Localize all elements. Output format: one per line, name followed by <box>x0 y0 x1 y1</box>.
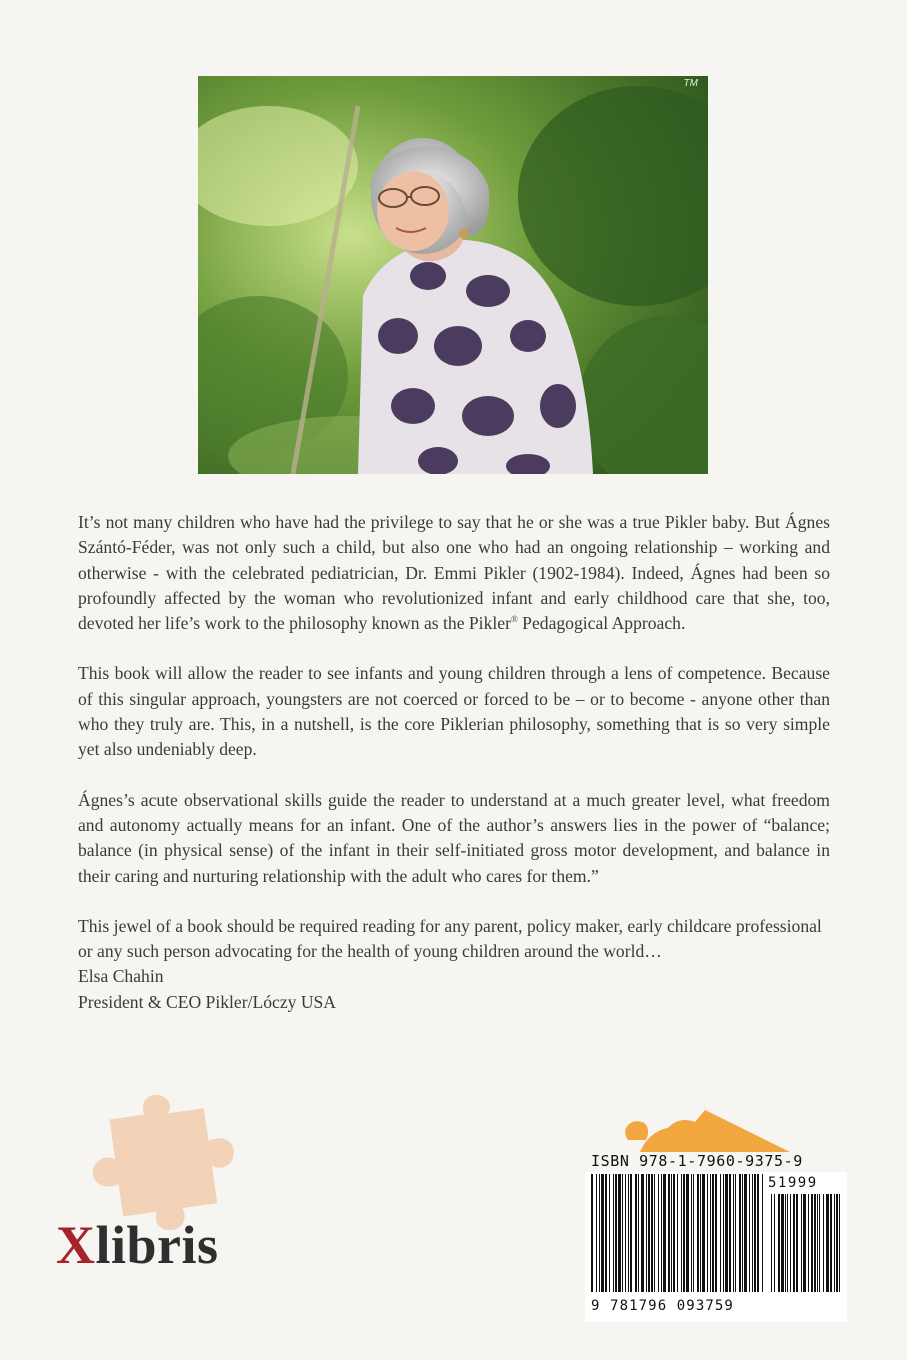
blurb-paragraph-4-text: This jewel of a book should be required reading for any parent, policy maker, early childcare professional or any such person advocating for the health of young children around the world… <box>78 915 822 962</box>
trademark-mark: TM <box>683 78 698 89</box>
barcode-bar <box>785 1194 786 1292</box>
barcode-bar <box>618 1174 621 1292</box>
barcode-bar <box>749 1174 750 1292</box>
barcode-bar <box>739 1174 741 1292</box>
barcode-bar <box>774 1194 775 1292</box>
barcode-bar <box>677 1174 678 1292</box>
barcode-bar <box>803 1194 806 1292</box>
barcode-bar <box>710 1174 711 1292</box>
barcode-bar <box>625 1174 626 1292</box>
barcode-bar <box>668 1174 670 1292</box>
barcode-bar <box>836 1194 838 1292</box>
barcode-bar <box>654 1174 655 1292</box>
barcode-bar <box>686 1174 689 1292</box>
barcode-bar <box>641 1174 644 1292</box>
barcode-bar <box>622 1174 623 1292</box>
barcode-bar <box>744 1174 747 1292</box>
isbn-digits: 9 781796 093759 <box>591 1298 734 1314</box>
barcode-bar <box>605 1174 607 1292</box>
barcode-bar <box>729 1174 731 1292</box>
publisher-name-rest: libris <box>95 1215 219 1275</box>
barcode-bar <box>811 1194 813 1292</box>
barcode-bar <box>790 1194 791 1292</box>
barcode-bar <box>613 1174 614 1292</box>
barcode-bar <box>661 1174 662 1292</box>
barcode-bar <box>693 1174 694 1292</box>
blurb-paragraph-1 <box>78 510 830 636</box>
barcode-bar <box>707 1174 708 1292</box>
barcode-bar <box>648 1174 650 1292</box>
barcode-bar <box>830 1194 832 1292</box>
barcode-bar <box>697 1174 699 1292</box>
barcode-bar <box>757 1174 759 1292</box>
blurb-paragraph-1-text: It’s not many children who have had the privilege to say that he or she was a true Pikler baby. But Ágnes Szántó-Féder, was not only such a child, but also one who had an ongoing relationship – working and otherwise - with the celebrated pediatrician, Dr. Emmi Pikler (1902-1984). Indeed, Ágnes had been so profoundly affected by the woman who revolutionized infant and early childhood care that she, too, devoted her life’s work to the philosophy known as the Pikler <box>78 512 830 634</box>
blurb-paragraph-2: This book will allow the reader to see infants and young children through a lens of competence. Because of this singular approach, youngsters are not coerced or forced to be – or to become - anyone other than who they truly are. This, in a nutshell, is the core Piklerian philosophy, something that is so very simple yet also undeniably deep. <box>78 663 830 760</box>
barcode-bar <box>723 1174 724 1292</box>
attribution-title: President & CEO Pikler/Lóczy USA <box>78 991 337 1012</box>
back-cover-blurb <box>78 510 830 1015</box>
mountain-logo-icon <box>590 1100 790 1155</box>
barcode-bar <box>793 1194 795 1292</box>
attribution-name: Elsa Chahin <box>78 966 164 987</box>
barcode-bar <box>683 1174 685 1292</box>
cover-photo <box>198 76 708 474</box>
barcode-bar <box>725 1174 728 1292</box>
barcode-bar <box>778 1194 780 1292</box>
barcode-bar <box>601 1174 604 1292</box>
barcode-bar <box>735 1174 736 1292</box>
barcode-bar <box>630 1174 632 1292</box>
barcode-bar <box>651 1174 653 1292</box>
barcode-bar <box>638 1174 639 1292</box>
blurb-paragraph-3: Ágnes’s acute observational skills guide the reader to understand at a much greater level, what freedom and autonomy actually means for an infant. One of the author’s answers lies in the power of “balance; balance (in physical sense) of the infant in their self-initiated gross motor development, and balance in their caring and nurturing relationship with the adult who cares for them.” <box>78 789 830 886</box>
barcode-bar <box>796 1194 798 1292</box>
barcode-bar <box>671 1174 672 1292</box>
barcode-bar <box>658 1174 659 1292</box>
barcode-bar <box>712 1174 714 1292</box>
barcode-bar <box>754 1174 756 1292</box>
barcode-bar <box>733 1174 734 1292</box>
isbn-label: ISBN 978-1-7960-9375-9 <box>591 1152 803 1170</box>
barcode-bar <box>673 1174 675 1292</box>
barcode-bar <box>801 1194 802 1292</box>
barcode-bar <box>787 1194 788 1292</box>
barcode-bar <box>596 1174 597 1292</box>
barcode-bar <box>823 1194 824 1292</box>
publisher-logo <box>56 1092 276 1282</box>
puzzle-piece-icon <box>76 1092 266 1232</box>
barcode-bar <box>808 1194 809 1292</box>
blurb-paragraph-1-end: Pedagogical Approach. <box>517 613 686 634</box>
barcode-bar <box>814 1194 816 1292</box>
barcode-bar <box>781 1194 784 1292</box>
barcode-bar <box>628 1174 629 1292</box>
barcode-bar <box>742 1174 743 1292</box>
isbn-barcode <box>585 1100 850 1320</box>
barcode-bar <box>599 1174 600 1292</box>
barcode-bar <box>635 1174 637 1292</box>
barcode-bar <box>817 1194 818 1292</box>
barcode-bar <box>715 1174 717 1292</box>
barcode-bar <box>839 1194 840 1292</box>
barcode-bar <box>834 1194 835 1292</box>
barcode-bar <box>702 1174 705 1292</box>
publisher-name-x: X <box>56 1215 96 1275</box>
barcode-bar <box>691 1174 692 1292</box>
barcode-bar <box>720 1174 721 1292</box>
barcode-bar <box>771 1194 772 1292</box>
barcode-bar <box>819 1194 820 1292</box>
barcode-bar <box>762 1174 763 1292</box>
barcode-bar <box>826 1194 829 1292</box>
barcode-bar <box>615 1174 617 1292</box>
barcode-bar <box>752 1174 753 1292</box>
blurb-paragraph-4 <box>78 914 830 1015</box>
barcode-bar <box>609 1174 610 1292</box>
barcode-bar <box>646 1174 647 1292</box>
price-code: 51999 <box>768 1175 818 1191</box>
portrait-photo-icon <box>198 76 708 474</box>
barcode-bar <box>700 1174 701 1292</box>
publisher-name <box>56 1215 219 1275</box>
barcode-bars <box>589 1174 845 1298</box>
barcode-bar <box>591 1174 593 1292</box>
barcode-bar <box>681 1174 682 1292</box>
barcode-bar <box>663 1174 666 1292</box>
registered-mark: ® <box>510 614 518 625</box>
